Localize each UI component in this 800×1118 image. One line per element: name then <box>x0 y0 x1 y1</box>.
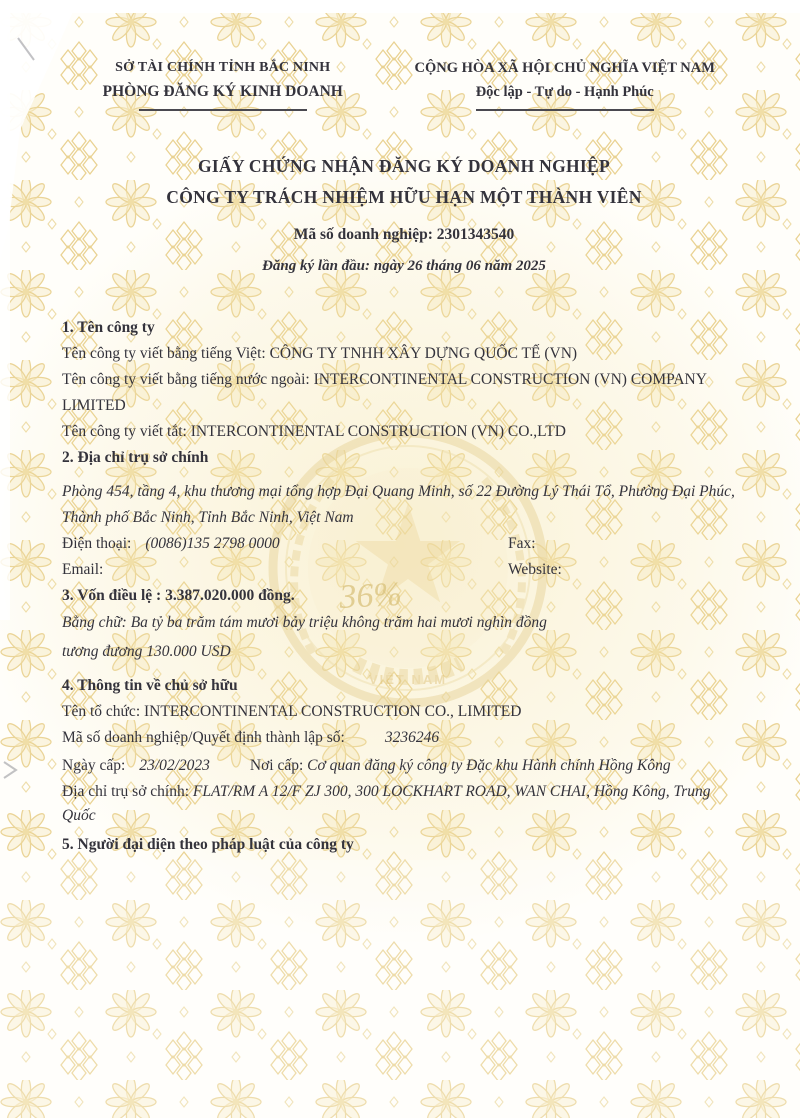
email-website-row <box>62 557 746 583</box>
issuer-underline <box>139 109 307 111</box>
issue-date-place-line <box>62 754 746 778</box>
owner-reg-number-line <box>62 725 746 751</box>
owner-reg-number-value: 3236246 <box>384 729 440 746</box>
charter-capital-value: 3.387.020.000 đồng. <box>165 587 295 604</box>
website-label: Website: <box>508 561 562 578</box>
capital-in-words: Bằng chữ: Ba tỷ ba trăm tám mươi bảy triệu không trăm hai mươi nghìn đồng <box>62 614 547 631</box>
email-label: Email: <box>62 561 104 578</box>
document-header <box>62 56 746 111</box>
foreign-name-value: INTERCONTINENTAL CONSTRUCTION (VN) COMPANY LIMITED <box>62 371 707 414</box>
owner-address-label: Địa chỉ trụ sở chính: <box>62 783 190 800</box>
owner-name-label: Tên tổ chức: <box>62 703 141 720</box>
enterprise-code-label: Mã số doanh nghiệp: <box>293 226 433 243</box>
head-office-address: Phòng 454, tầng 4, khu thương mại tổng hợp Đại Quang Minh, số 22 Đường Lý Thái Tổ, Phường Đại Phúc, Thành phố Bắc Ninh, Tỉnh Bắc Ninh, Việt Nam <box>62 483 735 526</box>
website-line <box>508 557 746 583</box>
issuer-line2: PHÒNG ĐĂNG KÝ KINH DOANH <box>102 83 343 100</box>
issuing-authority <box>62 56 383 111</box>
section1-heading: 1. Tên công ty <box>62 319 155 336</box>
vietnamese-name-value: CÔNG TY TNHH XÂY DỰNG QUỐC TẾ (VN) <box>269 345 578 362</box>
phone-line <box>62 531 508 557</box>
fax-line <box>508 531 746 557</box>
short-name-value: INTERCONTINENTAL CONSTRUCTION (VN) CO.,LTD <box>190 423 566 440</box>
enterprise-code-value: 2301343540 <box>436 226 515 243</box>
foreign-name-line <box>62 367 746 419</box>
issuer-line1: SỞ TÀI CHÍNH TỈNH BẮC NINH <box>115 60 331 75</box>
section4-heading: 4. Thông tin về chủ sở hữu <box>62 677 238 694</box>
national-line2: Độc lập - Tự do - Hạnh Phúc <box>475 84 654 100</box>
section5-heading: 5. Người đại diện theo pháp luật của công ty <box>62 836 354 853</box>
fax-label: Fax: <box>508 535 536 552</box>
phone-label: Điện thoại: <box>62 535 132 552</box>
owner-name-line <box>62 699 746 725</box>
owner-reg-number-label: Mã số doanh nghiệp/Quyết định thành lập số: <box>62 729 345 746</box>
section2-heading: 2. Địa chỉ trụ sở chính <box>62 449 209 466</box>
phone-fax-row <box>62 531 746 557</box>
owner-name-value: INTERCONTINENTAL CONSTRUCTION CO., LIMITED <box>144 703 522 720</box>
motto-underline <box>476 109 654 111</box>
owner-address-line <box>62 780 746 828</box>
title-line2: CÔNG TY TRÁCH NHIỆM HỮU HẠN MỘT THÀNH VIÊN <box>166 187 642 207</box>
section3-heading: 3. Vốn điều lệ : <box>62 587 162 604</box>
issue-date-label: Ngày cấp: <box>62 757 126 774</box>
owner-address-value: FLAT/RM A 12/F ZJ 300, 300 LOCKHART ROAD, WAN CHAI, Hồng Kông, Trung Quốc <box>62 783 711 824</box>
enterprise-code-line <box>62 222 746 248</box>
phone-value: (0086)135 2798 0000 <box>145 535 280 552</box>
issue-place-value: Cơ quan đăng ký công ty Đặc khu Hành chính Hồng Kông <box>307 757 671 774</box>
emblem-text: VIỆT NAM <box>368 672 448 687</box>
foreign-name-label: Tên công ty viết bằng tiếng nước ngoài: <box>62 371 310 388</box>
short-name-label: Tên công ty viết tắt: <box>62 423 187 440</box>
vietnamese-name-line <box>62 341 746 367</box>
short-name-line <box>62 419 746 445</box>
national-line1: CỘNG HÒA XÃ HỘI CHỦ NGHĨA VIỆT NAM <box>414 60 715 76</box>
security-text-watermark: 36% <box>338 575 403 616</box>
vietnamese-name-label: Tên công ty viết bằng tiếng Việt: <box>62 345 266 362</box>
charter-capital-line <box>62 583 746 609</box>
certificate-title <box>62 151 746 213</box>
issue-date-value: 23/02/2023 <box>139 757 210 774</box>
issue-place-label: Nơi cấp: <box>249 757 304 774</box>
title-line1: GIẤY CHỨNG NHẬN ĐĂNG KÝ DOANH NGHIỆP <box>197 156 610 176</box>
first-registration-line: Đăng ký lần đầu: ngày 26 tháng 06 năm 2025 <box>262 258 546 274</box>
email-line <box>62 557 508 583</box>
capital-equivalent: tương đương 130.000 USD <box>62 643 231 660</box>
national-motto <box>383 56 746 111</box>
